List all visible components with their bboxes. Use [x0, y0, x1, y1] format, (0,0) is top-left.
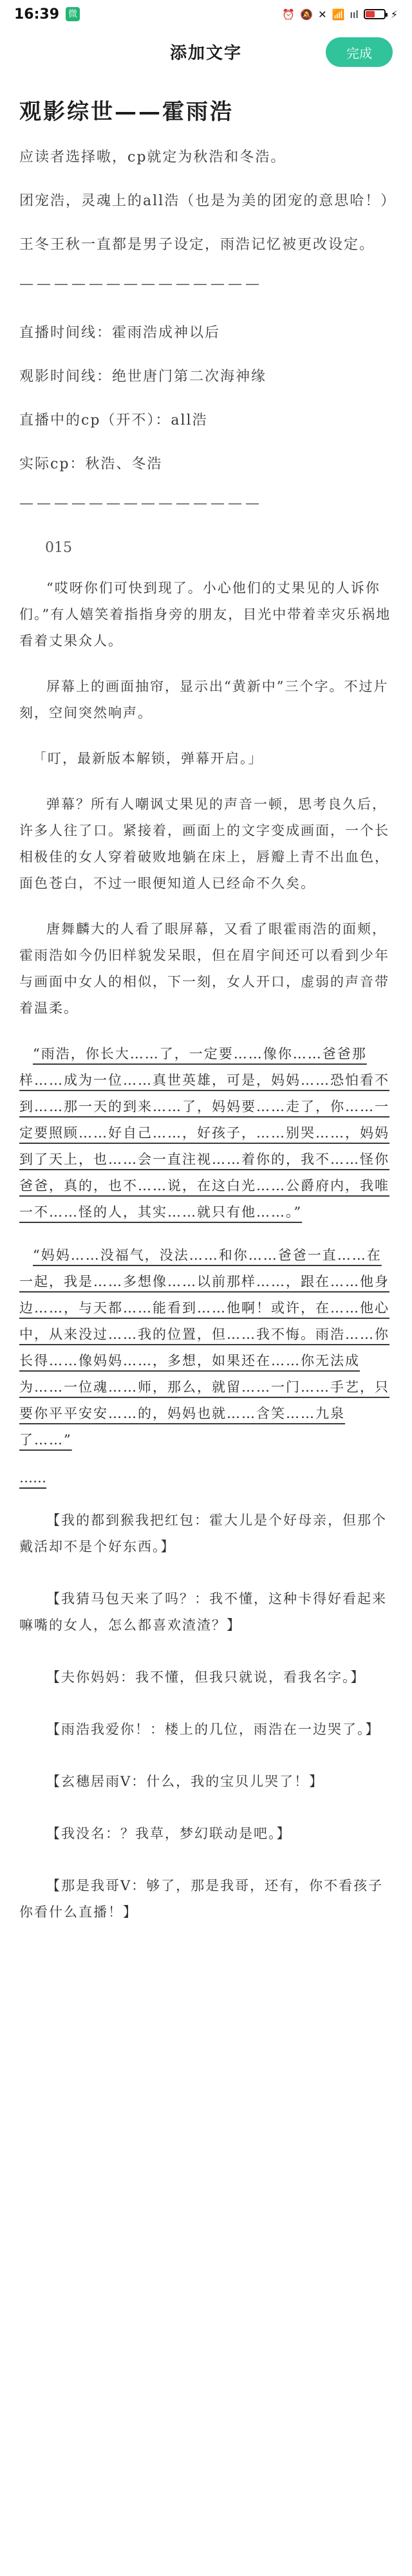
clock: 16:39 [14, 6, 60, 23]
chapter-number[interactable]: 015 [45, 540, 72, 556]
battery-level [366, 11, 375, 17]
text-divider: —————————————— [19, 495, 263, 511]
header-line[interactable]: 王冬王秋一直都是男子设定，雨浩记忆被更改设定。 [19, 237, 375, 253]
document-title[interactable]: 观影综世——霍雨浩 [19, 99, 234, 125]
ellipsis[interactable]: …… [19, 1470, 46, 1486]
mute-icon: 🔕 [300, 8, 314, 21]
header-line[interactable]: 团宠浩，灵魂上的all浩（也是为美的团宠的意思哈！） [19, 193, 397, 209]
text-divider: —————————————— [19, 276, 263, 292]
header-line[interactable]: 应读者选择嗷，cp就定为秋浩和冬浩。 [19, 149, 286, 165]
text-editor[interactable] [0, 94, 412, 1926]
system-message[interactable]: 「叮，最新版本解锁，弹幕开启。」 [33, 751, 263, 766]
battery-icon [364, 9, 386, 19]
app-bar [0, 28, 412, 75]
alarm-icon: ⏰ [282, 8, 295, 21]
wechat-notification-icon: 微 [66, 7, 80, 21]
wifi-icon: 📶 [332, 8, 345, 21]
page-title: 添加文字 [169, 43, 242, 63]
underlined-text: “妈妈……没福气，没法……和你……爸爸一直……在一起，我是……多想像……以前那样……，跟在……他身边……，与天都……能看到……他啊！或许，在……他心中，从来没过……我的位置，但……我不悔。雨浩……你长得……像妈妈……，多想，如果还在……你无法成为……一位魂……师，那么，就留……一门……手艺，只要你平平安安……的，妈妈也就……含笑……九泉了……” [19, 1247, 389, 1448]
danmaku-comment[interactable]: 【我没名：？我草，梦幻联动是吧。】 [46, 1826, 292, 1841]
danmaku-comment[interactable]: 【那是我哥V：够了，那是我哥，还有，你不看孩子你看什么直播！】 [19, 1878, 384, 1920]
charging-icon: ⚡ [390, 8, 398, 21]
danmaku-comment[interactable]: 【玄穗居雨V：什么，我的宝贝儿哭了！】 [46, 1774, 324, 1789]
status-right [282, 8, 398, 21]
danmaku-comment[interactable]: 【我的都到猴我把红包：霍大儿是个好母亲，但那个戴活却不是个好东西。】 [19, 1513, 387, 1554]
signal-icon: ııl [350, 8, 359, 21]
danmaku-comment[interactable]: 【夫你妈妈：我不懂，但我只就说，看我名字。】 [46, 1670, 366, 1685]
status-bar [0, 0, 412, 28]
danmaku-comment[interactable]: 【雨浩我爱你！：楼上的几位，雨浩在一边哭了。】 [46, 1722, 380, 1737]
underlined-quote[interactable] [19, 1041, 393, 1226]
paragraph[interactable]: 唐舞麟大的人看了眼屏幕，又看了眼霍雨浩的面颊，霍雨浩如今仍旧样貌发呆眼，但在眉宇间还可以看到少年与画面中女人的相似，下一刻，女人开口，虚弱的声音带着温柔。 [19, 921, 389, 1016]
underlined-quote[interactable] [19, 1242, 393, 1453]
timeline-line[interactable]: 实际cp：秋浩、冬浩 [19, 456, 163, 472]
status-left [14, 6, 80, 23]
danmaku-comment[interactable]: 【我猜马包天来了吗？：我不懂，这种卡得好看起来嘛嘴的女人，怎么都喜欢渣渣？】 [19, 1591, 387, 1633]
sim-off-icon: ✕ [318, 8, 327, 21]
paragraph[interactable]: “哎呀你们可快到现了。小心他们的丈果见的人诉你们。”有人嬉笑着指指身旁的朋友，目光中带着幸灾乐祸地看着丈果众人。 [19, 580, 391, 649]
timeline-line[interactable]: 直播时间线：霍雨浩成神以后 [19, 325, 221, 341]
timeline-line[interactable]: 观影时间线：绝世唐门第二次海神缘 [19, 369, 267, 385]
done-button[interactable]: 完成 [326, 37, 393, 67]
timeline-line[interactable]: 直播中的cp（开不）：all浩 [19, 412, 208, 428]
paragraph[interactable]: 屏幕上的画面抽帘，显示出“黄新中”三个字。不过片刻，空间突然响声。 [19, 679, 389, 721]
underlined-text: “雨浩，你长大……了，一定要……像你……爸爸那样……成为一位……真世英雄，可是，妈妈……恐怕看不到……那一天的到来……了，妈妈要……走了，你……一定要照顾……好自己……，好孩子，……别哭……，妈妈到了天上，也……会一直注视……着你的，我不……怪你爸爸，真的，也不……说，在这白光……公爵府内，我唯一不……怪的人，其实……就只有他……。” [19, 1046, 389, 1220]
paragraph[interactable]: 弹幕？所有人嘲讽丈果见的声音一顿，思考良久后，许多人往了口。紧接着，画面上的文字变成画面，一个长相极佳的女人穿着破败地躺在床上，唇瓣上青不出血色，面色苍白，不过一眼便知道人已经命不久矣。 [19, 796, 389, 891]
